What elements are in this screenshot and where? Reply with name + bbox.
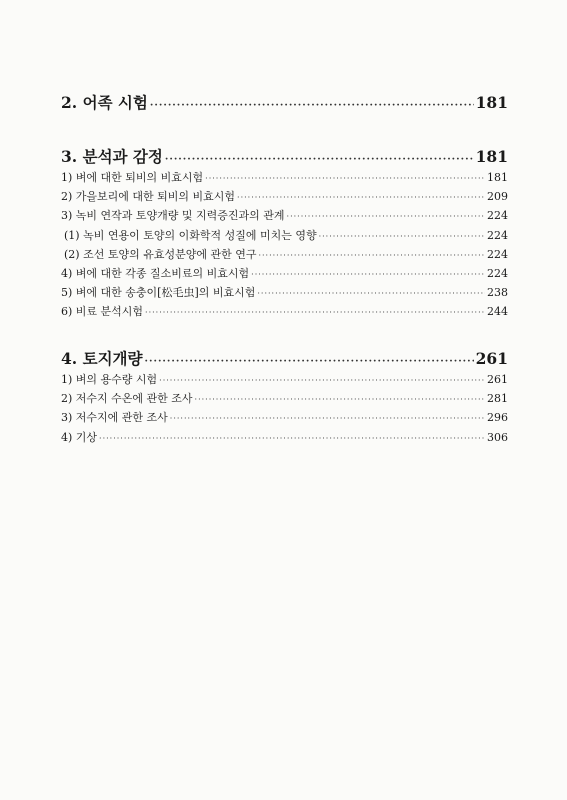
dot-leader	[145, 356, 474, 367]
toc-entry-label: 4) 벼에 대한 각종 질소비료의 비효시험	[61, 266, 250, 280]
toc-entry-page: 281	[487, 392, 508, 406]
dot-leader	[205, 174, 485, 183]
toc-entry-page: 224	[487, 228, 508, 242]
dot-leader	[258, 251, 485, 260]
toc-heading-label: 3. 분석과 감정	[61, 147, 163, 166]
dot-leader	[257, 289, 485, 298]
toc-heading-label: 2. 어족 시험	[61, 93, 148, 112]
dot-leader	[237, 193, 485, 202]
toc-entry-label: 2) 가을보리에 대한 퇴비의 비효시험	[61, 190, 236, 204]
toc-heading-page: 181	[475, 147, 508, 166]
toc-entry-label: 6) 비료 분석시험	[61, 305, 144, 319]
toc-entry-page: 224	[487, 209, 508, 223]
dot-leader	[170, 414, 485, 423]
toc-entry-label: (1) 녹비 연용이 토양의 이화학적 성질에 미치는 영향	[64, 228, 317, 242]
toc-entry-page: 181	[487, 171, 508, 184]
toc-entry[interactable]	[61, 371, 508, 390]
dot-leader	[287, 212, 485, 221]
toc-entry-label: 5) 벼에 대한 송충이[松毛虫]의 비효시험	[61, 286, 256, 300]
toc-entry-label: 2) 저수지 수온에 관한 조사	[61, 392, 193, 406]
dot-leader	[165, 154, 474, 165]
toc-subentry[interactable]	[61, 246, 508, 265]
toc-entry[interactable]	[61, 390, 508, 409]
dot-leader	[319, 232, 485, 241]
toc-entry-label: (2) 조선 토양의 유효성분양에 관한 연구	[64, 247, 257, 261]
toc-heading[interactable]	[61, 347, 508, 371]
toc-entry-page: 306	[487, 430, 508, 444]
dot-leader	[195, 395, 485, 404]
toc-entry-label: 3) 저수지에 관한 조사	[61, 411, 168, 425]
toc-entry[interactable]	[61, 409, 508, 428]
toc-section-3	[61, 145, 508, 323]
dot-leader	[99, 434, 485, 443]
toc-entry[interactable]	[61, 207, 508, 226]
toc-entry[interactable]	[61, 169, 508, 188]
toc-section-4	[61, 347, 508, 448]
toc-entry-label: 1) 벼에 대한 퇴비의 비효시험	[61, 171, 204, 184]
toc-entry-label: 1) 벼의 용수량 시험	[61, 373, 158, 386]
toc-heading-page: 261	[475, 349, 508, 368]
toc-section-2	[61, 91, 508, 115]
toc-entry-page: 224	[487, 266, 508, 280]
toc-entry-page: 209	[487, 190, 508, 204]
toc-entry-page: 244	[487, 305, 508, 319]
toc-entry-page: 296	[487, 411, 508, 425]
dot-leader	[251, 270, 485, 279]
toc-subentry[interactable]	[61, 227, 508, 246]
toc-entry-page: 261	[487, 373, 508, 386]
toc-entry-label: 4) 기상	[61, 430, 98, 444]
toc-entry[interactable]	[61, 303, 508, 322]
dot-leader	[150, 100, 474, 111]
toc-entry-label: 3) 녹비 연작과 토양개량 및 지력증진과의 관계	[61, 209, 285, 223]
toc-heading[interactable]	[61, 91, 508, 115]
dot-leader	[159, 376, 485, 385]
toc-entry-page: 238	[487, 286, 508, 300]
toc-heading-page: 181	[475, 93, 508, 112]
toc-heading-label: 4. 토지개량	[61, 349, 143, 368]
dot-leader	[145, 308, 485, 317]
toc-entry-page: 224	[487, 247, 508, 261]
toc-entry[interactable]	[61, 429, 508, 448]
toc-entry[interactable]	[61, 284, 508, 303]
toc-entry[interactable]	[61, 188, 508, 207]
toc-entry[interactable]	[61, 265, 508, 284]
toc-heading[interactable]	[61, 145, 508, 169]
